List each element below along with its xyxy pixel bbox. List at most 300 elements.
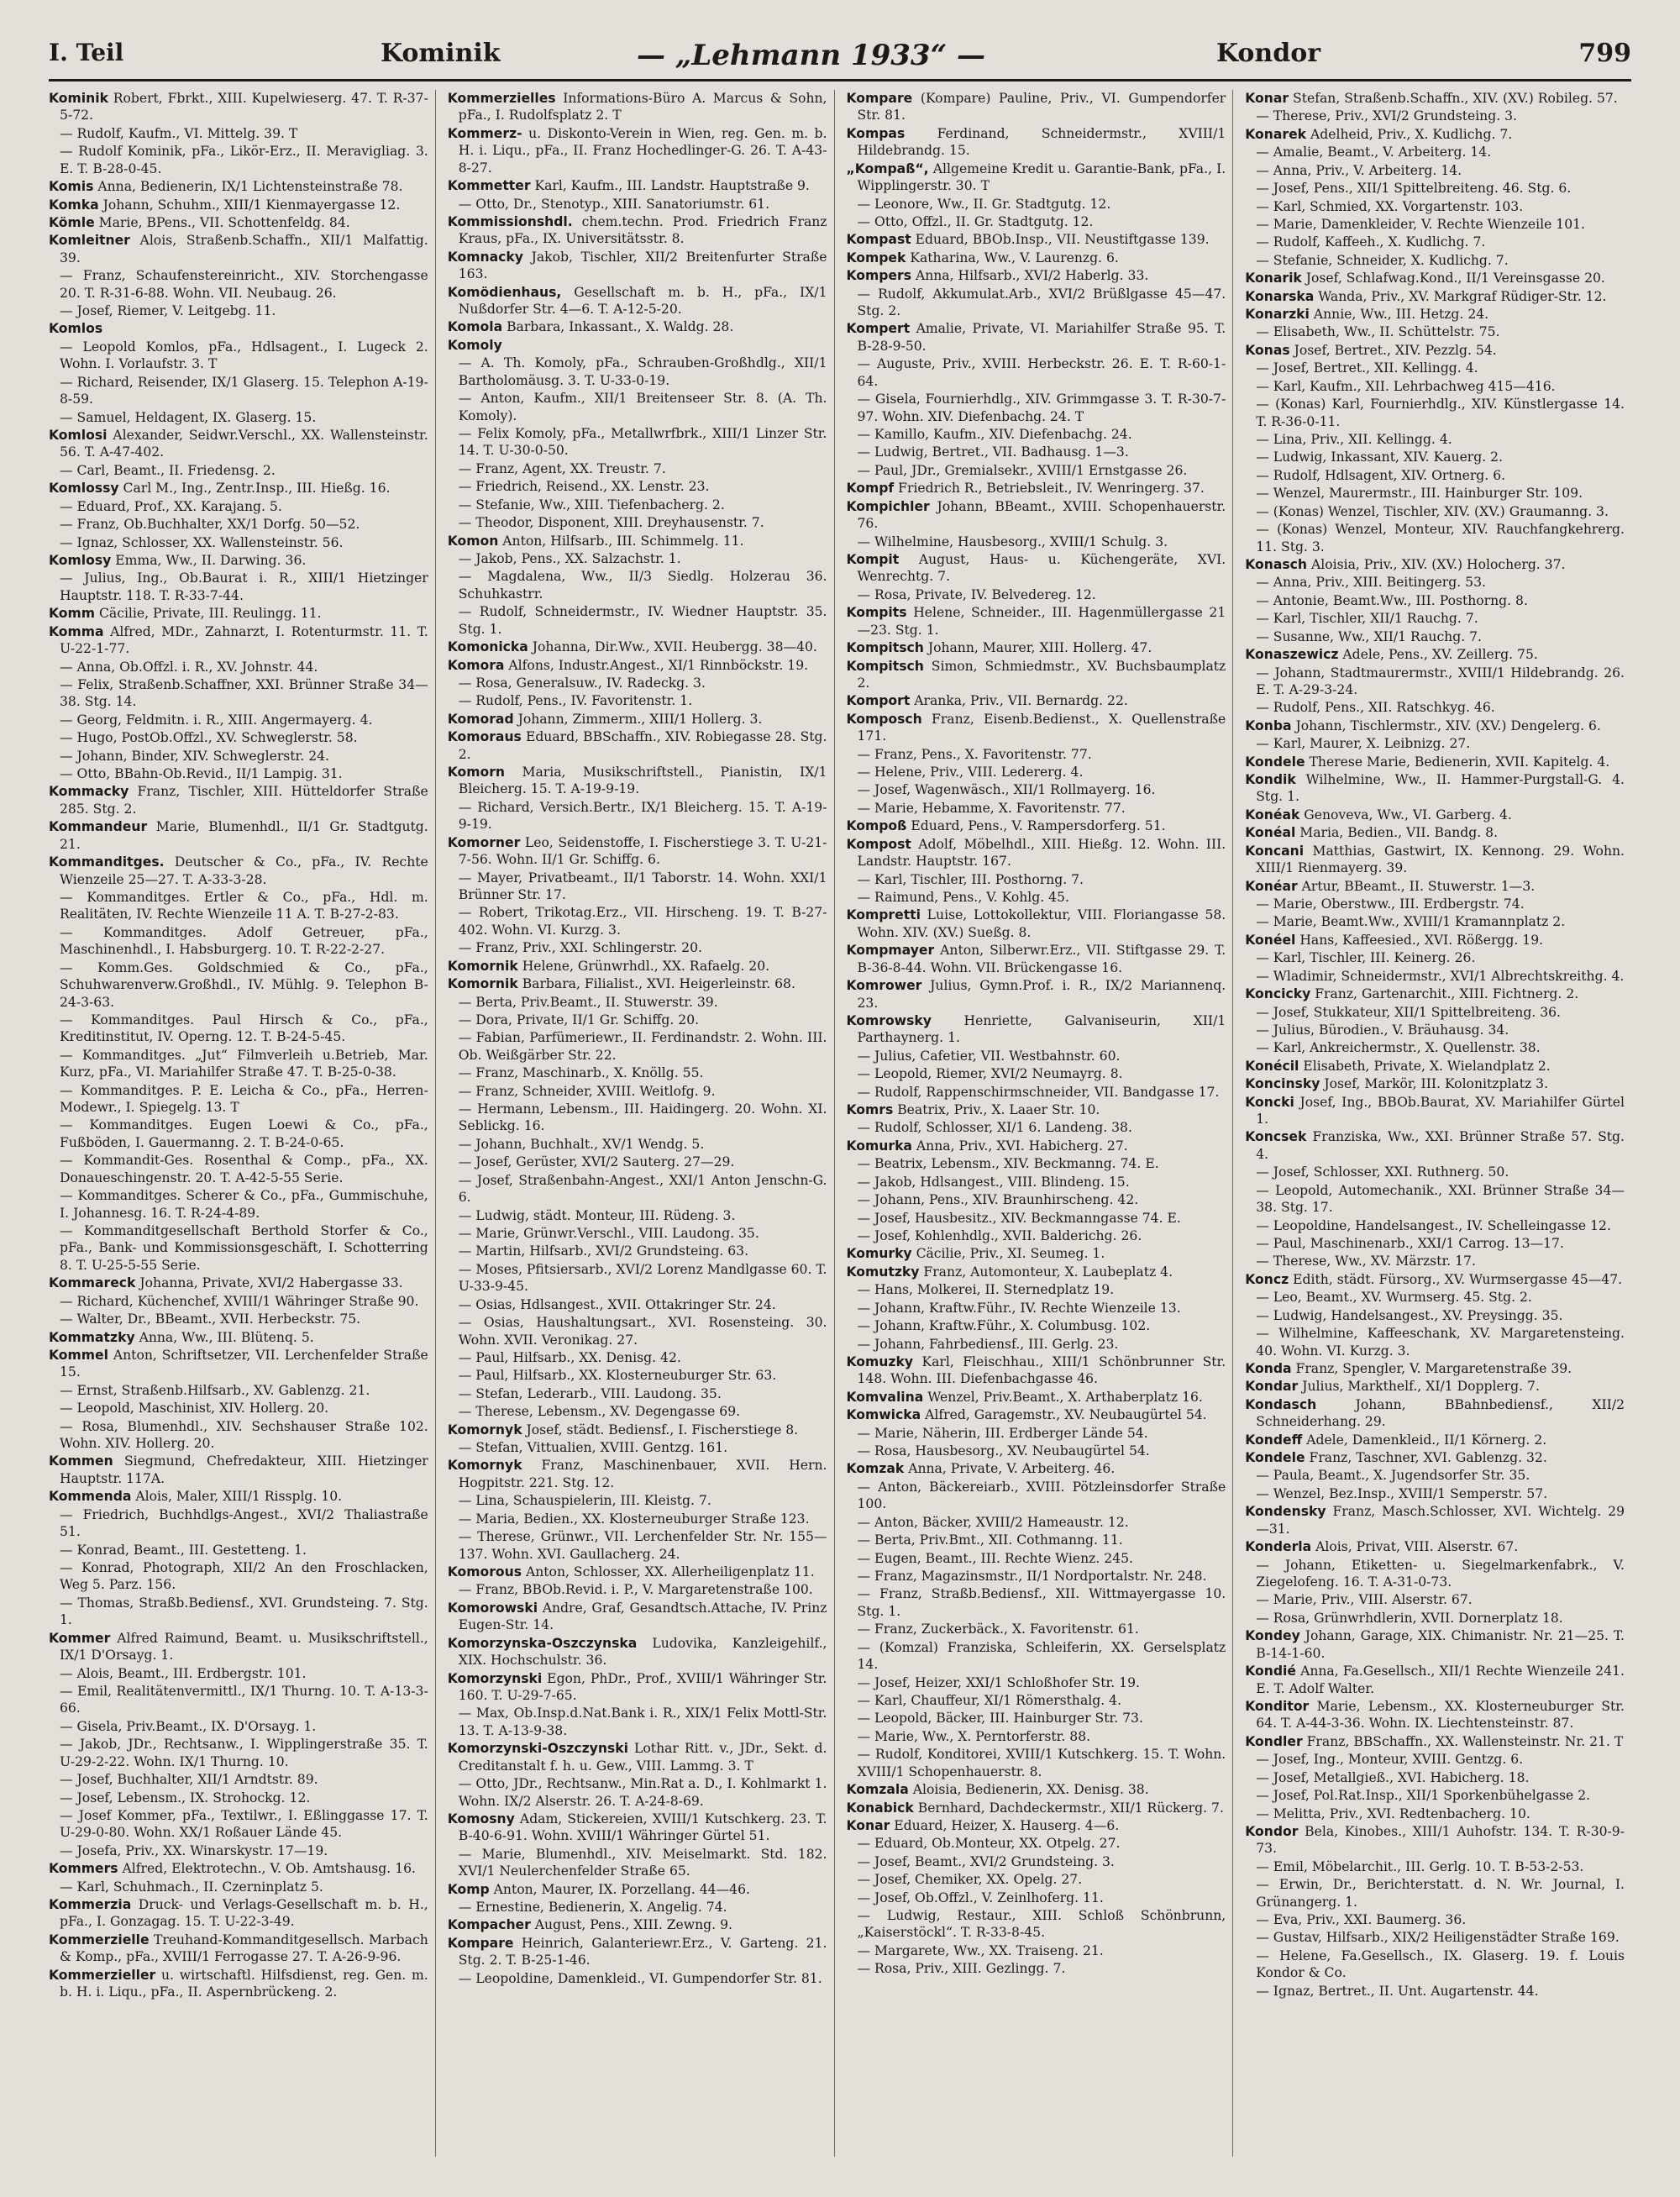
entry-surname: Kompitsch <box>846 640 924 656</box>
entry-text: — Eva, Priv., XXI. Baumerg. 36. <box>1256 1912 1467 1928</box>
directory-entry <box>847 1048 1226 1064</box>
directory-entry <box>448 460 827 477</box>
entry-surname: Kommerzieller <box>49 1967 156 1983</box>
entry-text: Julius, Markthelf., XI/1 Dopplerg. 7. <box>1298 1379 1540 1395</box>
directory-entry <box>847 231 1226 248</box>
entry-text: — Eduard, Ob.Monteur, XX. Otpelg. 27. <box>857 1836 1121 1852</box>
entry-surname: Konéak <box>1245 807 1300 823</box>
entry-surname: Konabick <box>846 1800 914 1816</box>
directory-entry <box>1245 1182 1625 1217</box>
entry-text: — Kommanditges. „Jut“ Filmverleih u.Betrieb, Mar. Kurz, pFa., VI. Mariahilfer Straße 47. T. B-25-0-38. <box>60 1047 428 1080</box>
directory-entry <box>1245 162 1625 179</box>
entry-text: — Helene, Fa.Gesellsch., IX. Glaserg. 19. f. Louis Kondor & Co. <box>1256 1947 1625 1981</box>
entry-text: — Ludwig, Restaur., XIII. Schloß Schönbrunn, „Kaiserstöckl“. T. R-33-8-45. <box>857 1908 1226 1941</box>
entry-text: — Johann, Binder, XIV. Schweglerstr. 24. <box>60 748 330 764</box>
directory-entry <box>847 1479 1226 1513</box>
directory-entry <box>49 1293 428 1310</box>
entry-text: — Paul, Hilfsarb., XX. Klosterneuburger Str. 63. <box>458 1368 777 1384</box>
directory-entry <box>1245 1432 1625 1448</box>
entry-text: — Richard, Versich.Bertr., IX/1 Bleicherg. 15. T. A-19-9-19. <box>458 799 827 833</box>
entry-surname: „Kompaß“, <box>846 160 929 176</box>
entry-text: Franz, Eisenb.Bedienst., X. Quellenstraße 171. <box>857 711 1226 744</box>
entry-text: chem.techn. Prod. Friedrich Franz Kraus, pFa., IX. Universitätsstr. 8. <box>458 213 827 247</box>
entry-text: — Theodor, Disponent, XIII. Dreyhausenstr. 7. <box>458 515 764 531</box>
entry-text: u. Diskonto-Verein in Wien, reg. Gen. m. b. H. i. Liqu., pFa., II. Franz Hochedlinger-G. 26. T. A-43-8-27. <box>458 125 827 176</box>
entry-surname: Kommissionshdl. <box>447 213 573 229</box>
directory-entry <box>448 90 827 124</box>
directory-entry <box>847 746 1226 763</box>
entry-text: — Rudolf, Kaffeeh., X. Kudlichg. 7. <box>1256 234 1486 250</box>
directory-entry <box>847 1084 1226 1101</box>
directory-entry <box>448 1064 827 1081</box>
entry-text: — Marie, Ww., X. Perntorferstr. 88. <box>857 1728 1091 1744</box>
directory-entry <box>1245 1698 1625 1732</box>
directory-entry <box>1245 735 1625 752</box>
directory-entry <box>1245 1289 1625 1306</box>
directory-entry <box>49 783 428 817</box>
entry-text: — Marie, Oberstww., III. Erdbergstr. 74. <box>1256 896 1525 912</box>
entry-surname: Kompit <box>846 551 900 567</box>
directory-entry <box>847 692 1226 709</box>
entry-text: Franz, Spengler, V. Margaretenstraße 39. <box>1291 1360 1572 1376</box>
directory-entry <box>847 1890 1226 1906</box>
entry-surname: Konarik <box>1245 271 1302 286</box>
entry-text: Alois, Privat, VIII. Alserstr. 67. <box>1311 1539 1519 1555</box>
directory-entry <box>448 1457 827 1491</box>
entry-text: Annie, Ww., III. Hetzg. 24. <box>1309 307 1489 323</box>
directory-entry <box>847 1585 1226 1620</box>
directory-entry <box>847 781 1226 798</box>
header-rule <box>49 79 1631 81</box>
directory-entry <box>1245 878 1625 895</box>
entry-text: — Josef, Riemer, V. Leitgebg. 11. <box>60 303 276 319</box>
entry-surname: Komornyk <box>447 1458 522 1474</box>
entry-text: — (Komzal) Franziska, Schleiferin, XX. Gerselsplatz 14. <box>857 1639 1226 1673</box>
entry-text: — Karl, Tischler, XII/1 Rauchg. 7. <box>1256 611 1478 627</box>
entry-text: — Otto, Offzl., II. Gr. Stadtgutg. 12. <box>857 213 1094 229</box>
directory-entry <box>847 267 1226 284</box>
directory-entry <box>847 1514 1226 1531</box>
entry-surname: Komposch <box>846 711 922 727</box>
entry-text: — Emil, Möbelarchit., III. Gerlg. 10. T. B-53-2-53. <box>1256 1858 1584 1874</box>
entry-text: — Franz, Zuckerbäck., X. Favoritenstr. 61. <box>857 1621 1139 1637</box>
entry-text: Bernhard, Dachdeckermstr., XII/1 Rückerg. 7. <box>913 1800 1224 1816</box>
entry-text: Franz, Tischler, XIII. Hütteldorfer Straße 285. Stg. 2. <box>60 784 428 817</box>
directory-entry <box>847 1853 1226 1870</box>
directory-entry <box>1245 323 1625 340</box>
entry-text: Druck- und Verlags-Gesellschaft m. b. H., pFa., I. Gonzagag. 15. T. U-22-3-49. <box>60 1897 428 1930</box>
directory-entry <box>1245 1911 1625 1928</box>
entry-text: Wanda, Priv., XV. Markgraf Rüdiger-Str. 12. <box>1314 288 1607 304</box>
entry-text: Cäcilie, Priv., XI. Seumeg. 1. <box>911 1246 1105 1262</box>
entry-text: — Johann, Kraftw.Führ., X. Columbusg. 102. <box>857 1318 1151 1334</box>
directory-entry <box>1245 1733 1625 1750</box>
entry-surname: Komorowski <box>447 1600 538 1616</box>
entry-text: — Jakob, Hdlsangest., VIII. Blindeng. 15. <box>857 1174 1130 1190</box>
entry-surname: Kompitsch <box>846 658 924 674</box>
entry-text: Franz, Maschinenbauer, XVII. Hern. Hogpitstr. 221. Stg. 12. <box>458 1458 827 1490</box>
directory-entry <box>49 1559 428 1594</box>
entry-text: Eduard, BBSchaffn., XIV. Robiegasse 28. Stg. 2. <box>458 729 827 762</box>
directory-entry <box>448 1811 827 1845</box>
entry-text: — Johann, Fahrbediensf., III. Gerlg. 23. <box>857 1336 1119 1352</box>
entry-text: — Wilhelmine, Hausbesorg., XVIII/1 Schulg. 3. <box>857 533 1168 549</box>
directory-entry <box>847 604 1226 639</box>
directory-entry <box>847 764 1226 781</box>
entry-text: — Berta, Priv.Bmt., XII. Cothmanng. 11. <box>857 1532 1123 1548</box>
entry-text: — Georg, Feldmitn. i. R., XIII. Angermayerg. 4. <box>60 712 373 728</box>
entry-text: — (Konas) Wenzel, Tischler, XIV. (XV.) Graumanng. 3. <box>1256 503 1609 519</box>
entry-surname: Kompmayer <box>846 943 935 959</box>
entry-surname: Kommatzky <box>49 1329 135 1345</box>
directory-entry <box>49 516 428 533</box>
directory-entry <box>1245 288 1625 305</box>
entry-text: — Ludwig, Handelsangest., XV. Preysingg. 35. <box>1256 1307 1563 1323</box>
directory-entry <box>448 1600 827 1634</box>
entry-text: Marie, Blumenhdl., II/1 Gr. Stadtgutg. 21. <box>60 819 428 852</box>
entry-text: — Josef, Buchhalter, XII/1 Arndtstr. 89. <box>60 1772 318 1788</box>
entry-text: — Ernst, Straßenb.Hilfsarb., XV. Gablenzg. 21. <box>60 1382 370 1398</box>
directory-entry <box>847 355 1226 390</box>
entry-text: Alois, Maler, XIII/1 Rissplg. 10. <box>131 1489 343 1505</box>
entry-surname: Komornyk <box>447 1422 522 1438</box>
directory-entry <box>448 1528 827 1563</box>
directory-entry <box>49 427 428 461</box>
entry-surname: Kondor <box>1245 1823 1299 1839</box>
entry-text: — Josef, Bertret., XII. Kellingg. 4. <box>1256 360 1478 376</box>
directory-entry <box>49 1736 428 1770</box>
entry-text: — Eugen, Beamt., III. Rechte Wienz. 245. <box>857 1550 1134 1566</box>
entry-text: Eduard, Pens., V. Rampersdorferg. 51. <box>906 818 1166 834</box>
entry-surname: Kompare <box>447 1935 514 1951</box>
entry-surname: Kompits <box>846 605 907 621</box>
entry-text: — Johann, Stadtmaurermstr., XVIII/1 Hildebrandg. 26. E. T. A-29-3-24. <box>1256 665 1625 697</box>
entry-text: — Kommanditges. Adolf Getreuer, pFa., Maschinenhdl., I. Habsburgerg. 10. T. R-22-2-27. <box>60 924 428 958</box>
directory-entry <box>1245 1503 1625 1537</box>
directory-entry <box>49 374 428 408</box>
entry-text: — Franz, Schneider, XVIII. Weitlofg. 9. <box>458 1083 716 1099</box>
directory-entry <box>49 765 428 782</box>
directory-entry <box>1245 699 1625 716</box>
entry-text: Heinrich, Galanteriewr.Erz., V. Garteng. 21. Stg. 2. T. B-25-1-46. <box>458 1935 827 1968</box>
directory-entry <box>847 426 1226 443</box>
entry-text: Johann, Garage, XIX. Chimanistr. Nr. 21—25. T. B-14-1-60. <box>1256 1628 1625 1661</box>
directory-entry <box>1245 665 1625 699</box>
entry-surname: Kompacher <box>447 1917 531 1933</box>
directory-entry <box>448 1935 827 1969</box>
entry-text: — Leopoldine, Handelsangest., IV. Schelleingasse 12. <box>1256 1217 1611 1233</box>
directory-entry <box>847 889 1226 906</box>
entry-text: u. wirtschaftl. Hilfsdienst, reg. Gen. m. b. H. i. Liqu., pFa., II. Aspernbrückeng. 2. <box>60 1967 428 2000</box>
entry-text: Anton, Maurer, IX. Porzellang. 44—46. <box>489 1881 750 1897</box>
entry-text: — Leopold, Bäcker, III. Hainburger Str. 73. <box>857 1711 1143 1727</box>
entry-surname: Konarska <box>1245 288 1315 304</box>
entry-text: Alfred Raimund, Beamt. u. Musikschriftstell., IX/1 D'Orsayg. 1. <box>60 1630 428 1664</box>
entry-text: Hans, Kaffeesied., XVI. Rößergg. 19. <box>1295 932 1544 948</box>
entry-text: Robert, Fbrkt., XIII. Kupelwieserg. 47. T. R-37-5-72. <box>60 91 428 124</box>
entry-text: — Karl, Tischler, III. Posthorng. 7. <box>857 871 1084 887</box>
entry-text: — Josef, Ob.Offzl., V. Zeinlhoferg. 11. <box>857 1890 1104 1905</box>
entry-text: — Rudolf, Kaufm., VI. Mittelg. 39. T <box>60 125 298 141</box>
entry-text: Katharina, Ww., V. Laurenzg. 6. <box>906 250 1119 265</box>
entry-text: Anna, Fa.Gesellsch., XII/1 Rechte Wienzeile 241. E. T. Adolf Walter. <box>1256 1664 1625 1696</box>
entry-text: Henriette, Galvaniseurin, XII/1 Parthaynerg. 1. <box>857 1012 1226 1046</box>
directory-entry <box>847 836 1226 870</box>
entry-text: Anna, Priv., XVI. Habicherg. 27. <box>911 1138 1128 1154</box>
entry-surname: Kompost <box>846 836 911 852</box>
entry-text: Beatrix, Priv., X. Laaer Str. 10. <box>893 1102 1100 1118</box>
directory-entry <box>1245 1217 1625 1234</box>
entry-text: — Konrad, Beamt., III. Gestetteng. 1. <box>60 1542 307 1558</box>
entry-text: Franz, Taschner, XVI. Gablenzg. 32. <box>1305 1450 1547 1466</box>
directory-entry <box>49 1117 428 1151</box>
directory-entry <box>1245 1769 1625 1786</box>
directory-entry <box>847 817 1226 834</box>
entry-text: — Stefanie, Schneider, X. Kudlichg. 7. <box>1256 252 1509 268</box>
entry-text: Anton, Hilfsarb., III. Schimmelg. 11. <box>498 533 744 549</box>
entry-text: — Ernestine, Bedienerin, X. Angelig. 74. <box>458 1900 727 1916</box>
entry-text: — Ludwig, Bertret., VII. Badhausg. 1—3. <box>857 444 1129 460</box>
entry-text: Josef, Bertret., XIV. Pezzlg. 54. <box>1289 342 1497 358</box>
entry-text: — Gustav, Hilfsarb., XIX/2 Heiligenstädter Straße 169. <box>1256 1930 1620 1946</box>
entry-text: Friedrich R., Betriebsleit., IV. Wenringerg. 37. <box>894 481 1205 497</box>
entry-text: — Rudolf, Akkumulat.Arb., XVI/2 Brüßlgasse 45—47. Stg. 2. <box>857 286 1226 319</box>
directory-entry <box>448 904 827 938</box>
entry-surname: Kompert <box>846 321 911 337</box>
entry-surname: Kommanditges. <box>49 854 165 870</box>
entry-surname: Kommer <box>49 1630 111 1646</box>
entry-text: — Amalie, Beamt., V. Arbeiterg. 14. <box>1256 145 1492 160</box>
entry-text: Helene, Schneider., III. Hagenmüllergasse 21—23. Stg. 1. <box>857 605 1226 638</box>
entry-text: — Max, Ob.Insp.d.Nat.Bank i. R., XIX/1 Felix Mottl-Str. 13. T. A-13-9-38. <box>458 1706 827 1738</box>
entry-text: — Rudolf, Pens., IV. Favoritenstr. 1. <box>458 693 693 709</box>
directory-entry <box>847 1728 1226 1745</box>
directory-entry <box>448 1422 827 1438</box>
directory-entry <box>49 462 428 479</box>
entry-text: — Rosa, Private, IV. Belvedereg. 12. <box>857 586 1096 602</box>
directory-entry <box>49 623 428 658</box>
directory-entry <box>448 1385 827 1402</box>
directory-entry <box>847 1317 1226 1334</box>
directory-entry <box>448 1243 827 1259</box>
entry-surname: Kondar <box>1245 1379 1299 1395</box>
entry-text: — Josef, Gerüster, XVI/2 Sauterg. 27—29. <box>458 1154 735 1170</box>
directory-entry <box>847 498 1226 533</box>
directory-entry <box>847 1781 1226 1798</box>
entry-surname: Konarek <box>1245 126 1307 142</box>
entry-surname: Komurky <box>846 1246 912 1262</box>
directory-entry <box>49 143 428 177</box>
entry-surname: Kommen <box>49 1453 113 1469</box>
directory-entry <box>448 1899 827 1916</box>
directory-entry <box>1245 1805 1625 1822</box>
directory-entry <box>1245 1787 1625 1804</box>
directory-entry <box>1245 1449 1625 1466</box>
entry-surname: Konar <box>1245 91 1289 106</box>
directory-entry <box>847 1155 1226 1172</box>
entry-text: — Kamillo, Kaufm., XIV. Diefenbachg. 24. <box>857 427 1132 443</box>
directory-entry <box>49 1842 428 1859</box>
entry-text: — Helene, Priv., VIII. Ledererg. 4. <box>857 765 1084 781</box>
directory-entry <box>49 924 428 959</box>
directory-entry <box>847 480 1226 497</box>
directory-entry <box>1245 342 1625 359</box>
entry-text: — Ludwig, städt. Monteur, III. Rüdeng. 3. <box>458 1207 736 1223</box>
directory-entry <box>448 870 827 904</box>
entry-surname: Kömle <box>49 214 95 230</box>
entry-text: — Therese, Priv., XVI/2 Grundsteing. 3. <box>1256 108 1517 124</box>
entry-text: — Franz, Straßb.Bediensf., XII. Wittmayergasse 10. Stg. 1. <box>857 1586 1226 1619</box>
directory-entry <box>448 1740 827 1774</box>
entry-surname: Kondele <box>1245 754 1305 770</box>
directory-entry <box>448 764 827 798</box>
directory-entry <box>847 1532 1226 1548</box>
entry-text: — Rudolf, Konditorei, XVIII/1 Kutschkerg. 15. T. Wohn. XVIII/1 Schopenhauerstr. 8. <box>857 1747 1226 1779</box>
directory-entry <box>1245 1751 1625 1768</box>
directory-entry <box>49 729 428 746</box>
directory-entry <box>49 302 428 319</box>
entry-text: August, Pens., XIII. Zewng. 9. <box>530 1917 732 1933</box>
directory-entry <box>1245 467 1625 484</box>
directory-entry <box>448 975 827 992</box>
entry-text: — Kommanditgesellschaft Berthold Storfer & Co., pFa., Bank- und Kommissionsgeschäft, I. Schotterring 8. T. U-25-5-55 Serie. <box>60 1223 428 1273</box>
entry-text: — Karl, Maurer, X. Leibnizg. 27. <box>1256 736 1471 752</box>
entry-surname: Komrs <box>846 1102 894 1118</box>
directory-entry <box>49 605 428 622</box>
entry-text: Johanna, Dir.Ww., XVII. Heubergg. 38—40. <box>528 639 817 655</box>
directory-entry <box>847 1227 1226 1244</box>
entry-text: — Maria, Bedien., XX. Klosterneuburger Straße 123. <box>458 1511 810 1527</box>
directory-entry <box>448 692 827 709</box>
entry-text: Josef, Schlafwag.Kond., II/1 Vereinsgasse 20. <box>1301 271 1605 286</box>
directory-entry <box>847 1425 1226 1442</box>
directory-entry <box>448 1916 827 1933</box>
directory-entry <box>1245 646 1625 663</box>
directory-entry <box>49 125 428 142</box>
entry-surname: Kondié <box>1245 1664 1296 1679</box>
entry-columns <box>49 90 1631 2157</box>
directory-entry <box>847 90 1226 124</box>
entry-surname: Komödienhaus, <box>447 284 562 300</box>
directory-entry <box>847 639 1226 656</box>
directory-entry <box>1245 1396 1625 1431</box>
directory-entry <box>448 1670 827 1705</box>
entry-text: Johann, Schuhm., XIII/1 Kienmayergasse 12. <box>98 197 401 213</box>
directory-entry <box>847 196 1226 213</box>
entry-surname: Komis <box>49 179 94 195</box>
entry-text: — Josef, Chemiker, XX. Opelg. 27. <box>857 1872 1083 1888</box>
entry-surname: Kommerz- <box>447 125 522 141</box>
directory-entry <box>448 1012 827 1028</box>
directory-entry <box>1245 144 1625 160</box>
entry-text: Adolf, Möbelhdl., XIII. Hießg. 12. Wohn. III. Landstr. Hauptstr. 167. <box>857 836 1226 870</box>
entry-surname: Komorzynska-Oszczynska <box>447 1635 638 1651</box>
entry-text: — Johann, Buchhalt., XV/1 Wendg. 5. <box>458 1136 705 1152</box>
entry-surname: Kondasch <box>1245 1396 1317 1412</box>
directory-entry <box>448 728 827 763</box>
entry-text: — Jakob, JDr., Rechtsanw., I. Wipplingerstraße 35. T. U-29-2-22. Wohn. IX/1 Thurng. 10. <box>60 1737 428 1769</box>
directory-entry <box>49 1771 428 1788</box>
entry-text: — Raimund, Pens., V. Kohlg. 45. <box>857 889 1069 905</box>
entry-surname: Komorzynski <box>447 1670 543 1686</box>
directory-entry <box>448 1881 827 1898</box>
directory-entry <box>847 1210 1226 1227</box>
entry-text: — Kommanditges. Paul Hirsch & Co., pFa., Kreditinstitut, IV. Operng. 12. T. B-24-5-45. <box>60 1012 428 1045</box>
entry-surname: Komma <box>49 623 104 639</box>
entry-text: — Marie, Priv., VIII. Alserstr. 67. <box>1256 1592 1473 1608</box>
entry-surname: Kondele <box>1245 1450 1305 1466</box>
entry-text: Josef, Markör, III. Kolonitzplatz 3. <box>1320 1076 1549 1092</box>
entry-text: — Johann, Pens., XIV. Braunhirscheng. 42. <box>857 1192 1139 1208</box>
entry-text: Treuhand-Kommanditgesellsch. Marbach & Komp., pFa., XVIII/1 Ferrogasse 27. T. A-26-9-96. <box>60 1932 428 1965</box>
entry-text: Johann, BBahnbediensf., XII/2 Schneiderhang. 29. <box>1256 1396 1625 1430</box>
entry-text: — Rudolf, Rappenschirmschneider, VII. Bandgasse 17. <box>857 1084 1220 1100</box>
directory-entry <box>448 249 827 283</box>
entry-text: Eduard, Heizer, X. Hauserg. 4—6. <box>890 1817 1120 1833</box>
entry-text: — (Konas) Karl, Fournierhdlg., XIV. Künstlergasse 14. T. R-36-0-11. <box>1256 397 1625 429</box>
directory-entry <box>49 1329 428 1346</box>
directory-entry <box>847 1550 1226 1567</box>
entry-text: — Josef, Metallgieß., XVI. Habicherg. 18. <box>1256 1769 1530 1785</box>
directory-entry <box>49 1453 428 1487</box>
directory-entry <box>847 1621 1226 1637</box>
entry-text: Anna, Bedienerin, IX/1 Lichtensteinstraße 78. <box>93 179 403 195</box>
entry-text: — Antonie, Beamt.Ww., III. Posthorng. 8. <box>1256 592 1528 608</box>
directory-entry <box>847 1443 1226 1459</box>
entry-text: Aloisia, Priv., XIV. (XV.) Holocherg. 37. <box>1307 556 1566 572</box>
entry-surname: Kondik <box>1245 772 1296 788</box>
entry-text: Artur, BBeamt., II. Stuwerstr. 1—3. <box>1297 878 1536 894</box>
entry-text: Johann, Tischlermstr., XIV. (XV.) Dengelerg. 6. <box>1291 717 1601 733</box>
entry-surname: Komuzky <box>846 1353 913 1369</box>
entry-text: — Otto, Dr., Stenotyp., XIII. Sanatoriumstr. 61. <box>458 196 770 212</box>
directory-entry <box>448 337 827 354</box>
entry-text: — Paul, Maschinenarb., XXI/1 Carrog. 13—17. <box>1256 1236 1564 1251</box>
directory-entry <box>1245 1235 1625 1252</box>
entry-text: — Josefa, Priv., XX. Winarskystr. 17—19. <box>60 1842 328 1858</box>
entry-surname: Kompretti <box>846 907 921 923</box>
entry-text: — Kommanditges. Ertler & Co., pFa., Hdl. m. Realitäten, IV. Rechte Wienzeile 11 A. T. B-27-2-83. <box>60 889 428 922</box>
entry-text: Barbara, Inkassant., X. Waldg. 28. <box>502 319 734 335</box>
directory-entry <box>448 125 827 176</box>
entry-surname: Konéar <box>1245 878 1298 894</box>
entry-surname: Komoly <box>447 337 502 353</box>
entry-text: Johann, BBeamt., XVIII. Schopenhauerstr. 76. <box>857 498 1226 532</box>
entry-text: Leo, Seidenstoffe, I. Fischerstiege 3. T. U-21-7-56. Wohn. II/1 Gr. Schiffg. 6. <box>458 834 827 868</box>
entry-surname: Kompichler <box>846 498 930 514</box>
entry-surname: Komka <box>49 197 99 213</box>
entry-text: — Osias, Hdlsangest., XVII. Ottakringer Str. 24. <box>458 1296 776 1312</box>
entry-text: — Josef, Hausbesitz., XIV. Beckmanngasse 74. E. <box>857 1210 1181 1226</box>
entry-text: Franz, Masch.Schlosser, XVI. Wichtelg. 29—31. <box>1256 1504 1625 1537</box>
directory-entry <box>49 409 428 426</box>
entry-text: — Franz, Magazinsmstr., II/1 Nordportalstr. Nr. 248. <box>857 1569 1207 1585</box>
directory-entry <box>448 657 827 674</box>
directory-entry <box>847 1119 1226 1136</box>
entry-text: Anton, Silberwr.Erz., VII. Stiftgasse 29. T. B-36-8-44. Wohn. VII. Brückengasse 16. <box>857 943 1226 975</box>
directory-entry <box>847 907 1226 941</box>
directory-entry <box>49 1595 428 1629</box>
directory-entry <box>448 1492 827 1509</box>
entry-text: Karl, Kaufm., III. Landstr. Hauptstraße 9. <box>530 178 810 194</box>
entry-text: — Alois, Beamt., III. Erdbergstr. 101. <box>60 1665 307 1681</box>
directory-entry <box>448 355 827 389</box>
directory-entry <box>1245 1858 1625 1875</box>
directory-entry <box>1245 90 1625 107</box>
entry-text: — Ignaz, Schlosser, XX. Wallensteinstr. 56. <box>60 534 344 550</box>
entry-text: — Lina, Schauspielerin, III. Kleistg. 7. <box>458 1493 711 1509</box>
entry-text: — Beatrix, Lebensm., XIV. Beckmanng. 74. E. <box>857 1156 1159 1172</box>
